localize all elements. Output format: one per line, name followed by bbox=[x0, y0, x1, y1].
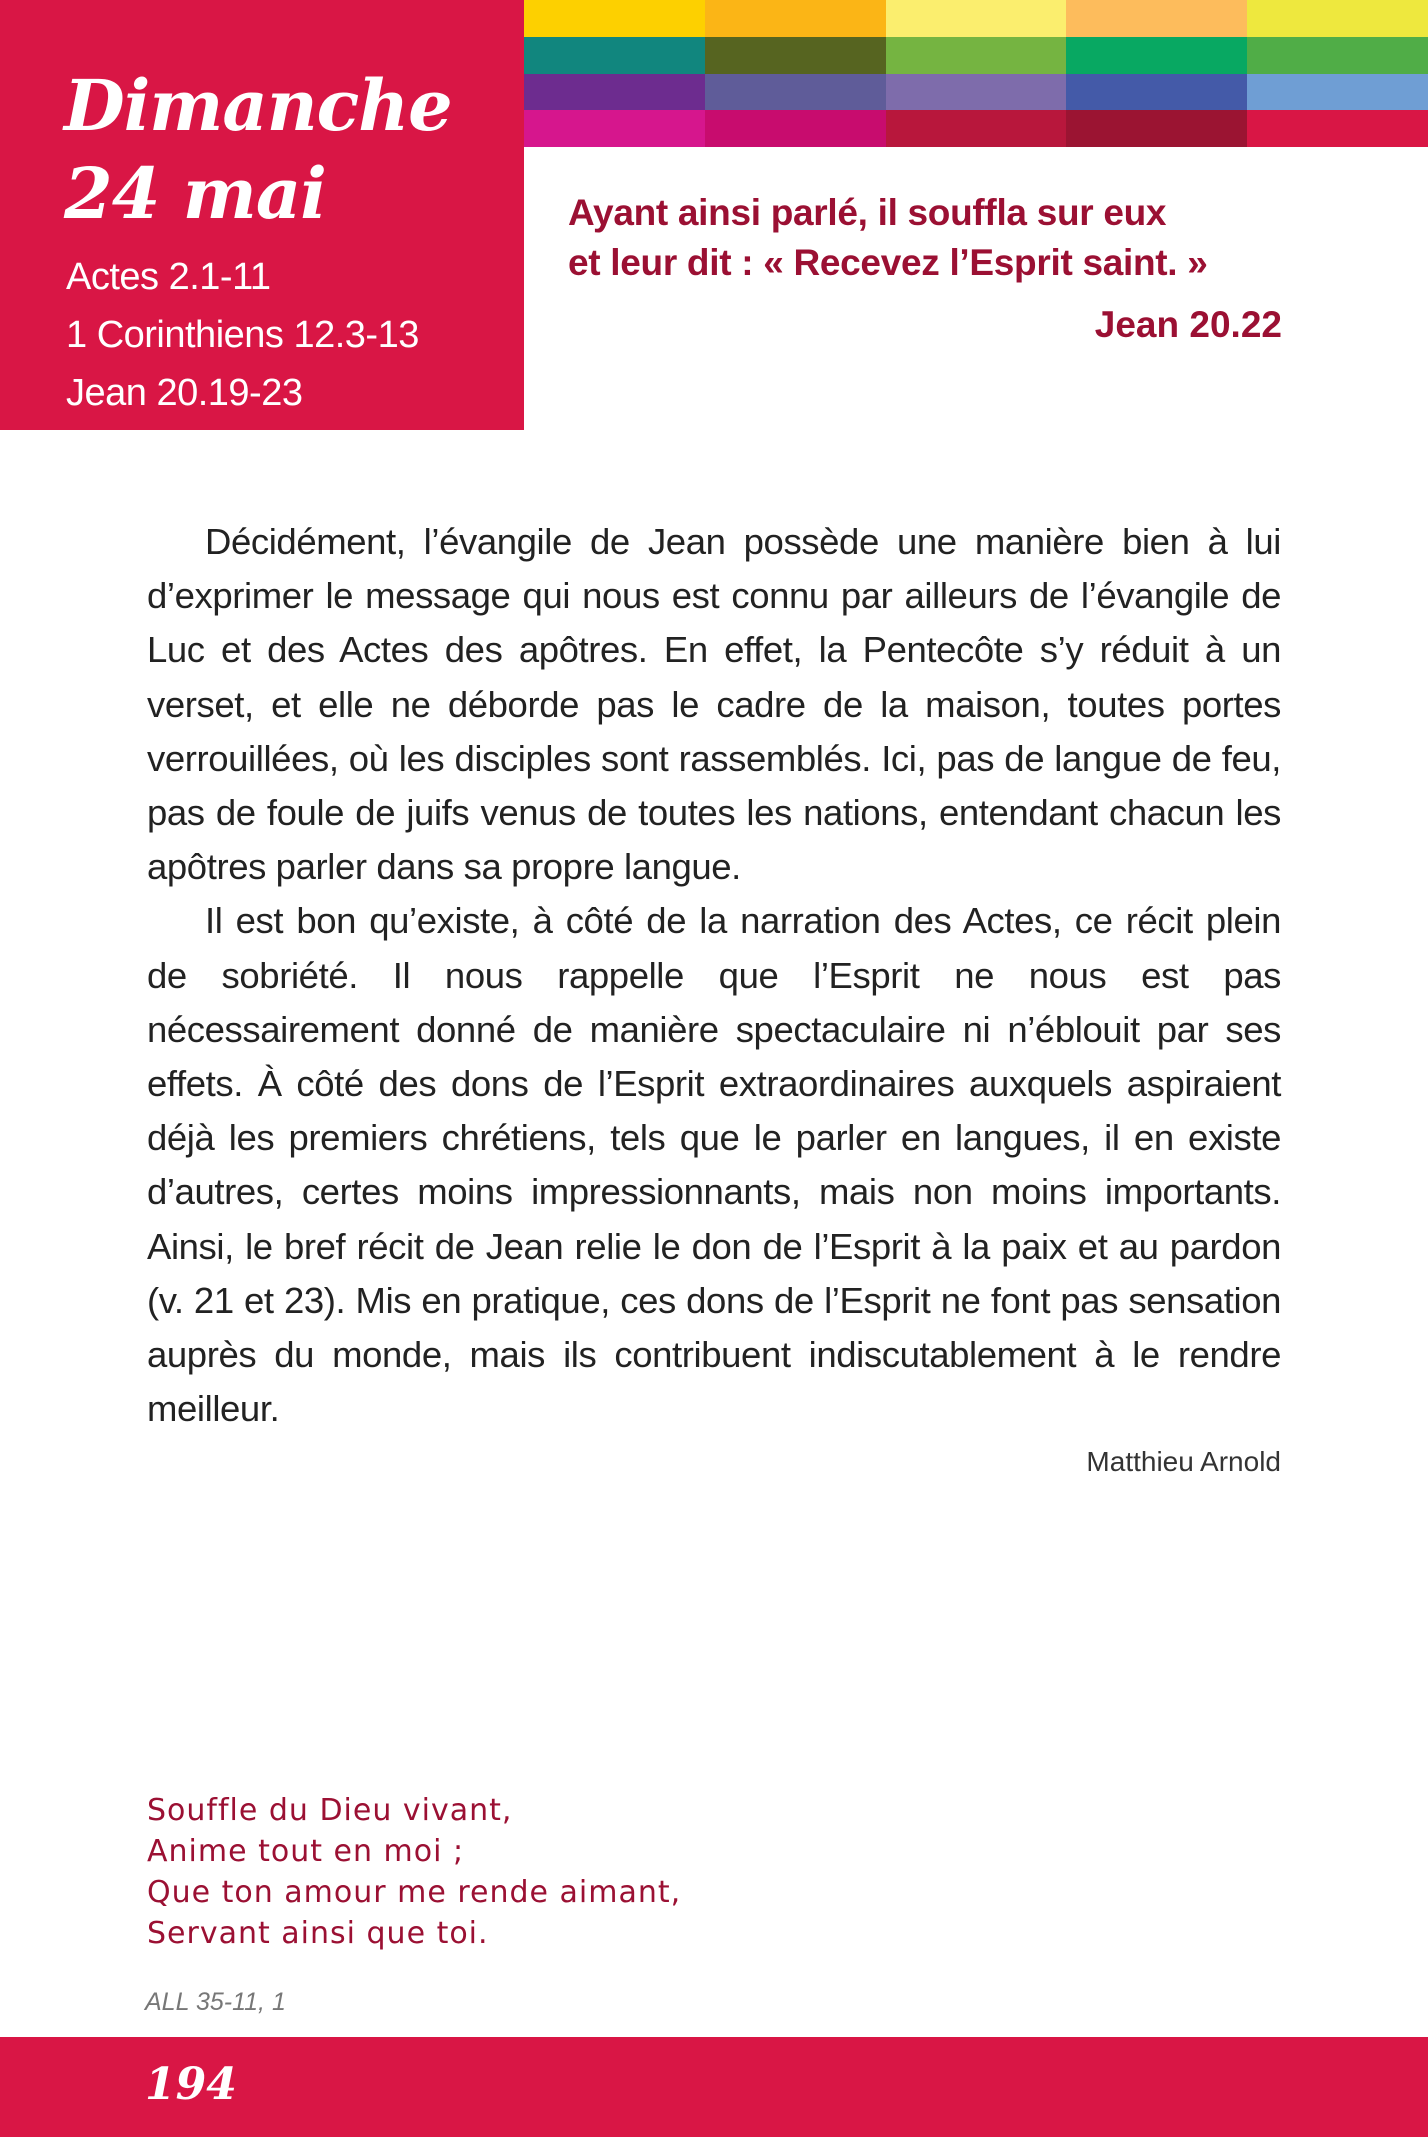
color-swatch bbox=[886, 0, 1067, 37]
color-swatch bbox=[1066, 0, 1247, 37]
reading-2: 1 Corinthiens 12.3-13 bbox=[66, 314, 419, 356]
hymn-reference: ALL 35-11, 1 bbox=[145, 1988, 286, 2016]
meditation-text bbox=[147, 515, 1281, 1482]
date-header bbox=[0, 0, 524, 430]
prayer-verse bbox=[147, 1790, 681, 1954]
page-number: 194 bbox=[145, 2059, 237, 2110]
color-swatch bbox=[524, 110, 705, 147]
color-swatch-grid bbox=[524, 0, 1428, 147]
color-swatch bbox=[1066, 74, 1247, 111]
prayer-line-3: Que ton amour me rende aimant, bbox=[147, 1875, 682, 1910]
verse-line-1: Ayant ainsi parlé, il souffla sur eux bbox=[568, 192, 1167, 233]
reading-1: Actes 2.1-11 bbox=[66, 256, 271, 298]
prayer-line-1: Souffle du Dieu vivant, bbox=[147, 1793, 513, 1828]
color-swatch bbox=[524, 0, 705, 37]
author-name: Matthieu Arnold bbox=[1086, 1446, 1281, 1478]
color-swatch bbox=[1247, 37, 1428, 74]
reading-3: Jean 20.19-23 bbox=[66, 372, 303, 414]
verse-reference: Jean 20.22 bbox=[1094, 304, 1282, 345]
color-swatch bbox=[705, 37, 886, 74]
color-swatch bbox=[1247, 0, 1428, 37]
color-swatch bbox=[524, 37, 705, 74]
verse-of-the-day bbox=[568, 188, 1282, 348]
day-title-weekday: Dimanche bbox=[64, 64, 452, 147]
paragraph-2: Il est bon qu’existe, à côté de la narration des Actes, ce récit plein de sobriété. Il nous rappelle que l’Esprit ne nous est pas nécessairement donné de manière spectaculaire ni n’éblouit par ses effets. À côté des dons de l’Esprit extraordinaires auxquels aspiraient déjà les premiers chrétiens, tels que le parler en langues, il en existe d’autres, certes moins impressionnants, mais non moins importants. Ainsi, le bref récit de Jean relie le don de l’Esprit à la paix et au pardon (v. 21 et 23). Mis en pratique, ces dons de l’Esprit ne font pas sensation auprès du monde, mais ils contribuent indiscutablement à le rendre meilleur. bbox=[147, 900, 1281, 1430]
color-swatch bbox=[705, 74, 886, 111]
prayer-line-4: Servant ainsi que toi. bbox=[147, 1916, 489, 1951]
prayer-line-2: Anime tout en moi ; bbox=[147, 1834, 465, 1869]
readings-list bbox=[66, 248, 419, 422]
verse-text bbox=[568, 188, 1282, 288]
color-swatch bbox=[886, 74, 1067, 111]
footer-bar bbox=[0, 2037, 1428, 2137]
color-swatch bbox=[1066, 110, 1247, 147]
color-swatch bbox=[1066, 37, 1247, 74]
verse-line-2: et leur dit : « Recevez l’Esprit saint. » bbox=[568, 242, 1208, 283]
color-swatch bbox=[1247, 110, 1428, 147]
day-title-date: 24 mai bbox=[64, 152, 326, 235]
color-swatch bbox=[1247, 74, 1428, 111]
color-swatch bbox=[524, 74, 705, 111]
paragraph-1: Décidément, l’évangile de Jean possède une manière bien à lui d’exprimer le message qui nous est connu par ailleurs de l’évangile de Luc et des Actes des apôtres. En effet, la Pentecôte s’y réduit à un verset, et elle ne déborde pas le cadre de la maison, toutes portes verrouillées, où les disciples sont rassemblés. Ici, pas de langue de feu, pas de foule de juifs venus de toutes les nations, entendant chacun les apôtres parler dans sa propre langue. bbox=[147, 521, 1281, 888]
day-title bbox=[64, 62, 452, 238]
color-swatch bbox=[705, 110, 886, 147]
color-swatch bbox=[705, 0, 886, 37]
color-swatch bbox=[886, 37, 1067, 74]
color-swatch bbox=[886, 110, 1067, 147]
